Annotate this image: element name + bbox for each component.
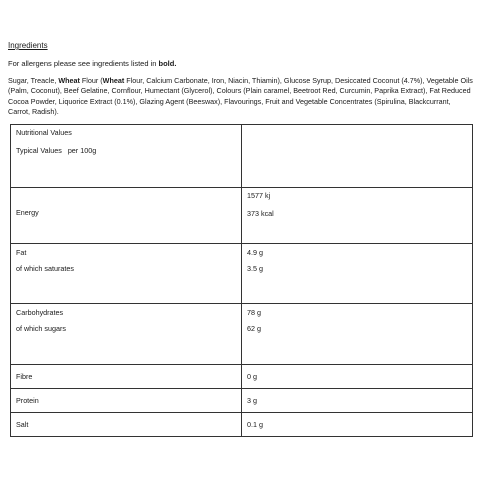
nutritional-values-title: Nutritional Values — [16, 128, 72, 137]
fibre-value: 0 g — [247, 371, 257, 381]
header-label-cell — [11, 125, 242, 188]
sugars-value: 62 g — [247, 324, 261, 333]
energy-value-cell — [242, 188, 473, 244]
ingredients-heading: Ingredients — [8, 41, 48, 50]
table-row-protein — [11, 389, 473, 413]
fat-value: 4.9 g — [247, 248, 263, 257]
carbohydrates-value: 78 g — [247, 308, 261, 317]
fibre-value-cell — [242, 365, 473, 389]
allergen-note — [8, 59, 176, 68]
carbohydrates-label: Carbohydrates — [16, 308, 64, 317]
protein-label-cell — [11, 389, 242, 413]
fibre-label: Fibre — [16, 371, 33, 381]
energy-kcal-value: 373 kcal — [247, 209, 274, 218]
table-row-header — [11, 125, 473, 188]
ingredient-part: Flour ( — [79, 76, 103, 85]
per-100g-label: per 100g — [67, 146, 97, 155]
protein-value: 3 g — [247, 395, 257, 405]
allergen-note-bold: bold. — [158, 59, 177, 68]
table-row-fat — [11, 244, 473, 304]
energy-kj-value: 1577 kj — [247, 191, 271, 200]
allergen-wheat: Wheat — [102, 76, 125, 85]
salt-value-cell — [242, 413, 473, 437]
carbs-value-cell — [242, 304, 473, 365]
energy-label-cell — [11, 188, 242, 244]
fat-label: Fat — [16, 248, 27, 257]
ingredient-part: Flour, Calcium Carbonate, Iron, Niacin, Thiamin), Glucose Syrup, Desiccated Coconut (4.7%), Vegetable Oils (Palm, Coconut), Beef Gelatine, Cornflour, Humectant (Glycerol), Colours (Plain caramel, Beetroot Red, Curcumin, Paprika Extract), Fat Reduced Cocoa Powder, Liquorice Extract (0.1%), Glazing Agent (Beeswax), Flavourings, Fruit and Vegetable Concentrates (Spirulina, Blackcurrant, Carrot, Radish). — [8, 76, 473, 116]
allergen-note-text: For allergens please see ingredients listed in — [8, 59, 159, 68]
salt-label-cell — [11, 413, 242, 437]
salt-value: 0.1 g — [247, 419, 263, 429]
salt-label: Salt — [16, 419, 29, 429]
protein-label: Protein — [16, 395, 39, 405]
ingredients-list — [8, 76, 474, 117]
table-row-salt — [11, 413, 473, 437]
typical-values-label: Typical Values — [16, 146, 62, 155]
header-value-cell — [242, 125, 473, 188]
fibre-label-cell — [11, 365, 242, 389]
protein-value-cell — [242, 389, 473, 413]
table-row-carbohydrates — [11, 304, 473, 365]
fat-label-cell — [11, 244, 242, 304]
energy-label: Energy — [16, 208, 39, 217]
table-row-energy — [11, 188, 473, 244]
typical-values-line — [16, 146, 241, 156]
saturates-label: of which saturates — [16, 264, 74, 273]
table-row-fibre — [11, 365, 473, 389]
ingredient-part: Sugar, Treacle, — [8, 76, 59, 85]
saturates-value: 3.5 g — [247, 264, 263, 273]
carbs-label-cell — [11, 304, 242, 365]
sugars-label: of which sugars — [16, 324, 66, 333]
allergen-wheat: Wheat — [58, 76, 80, 85]
fat-value-cell — [242, 244, 473, 304]
nutrition-table — [10, 124, 473, 437]
